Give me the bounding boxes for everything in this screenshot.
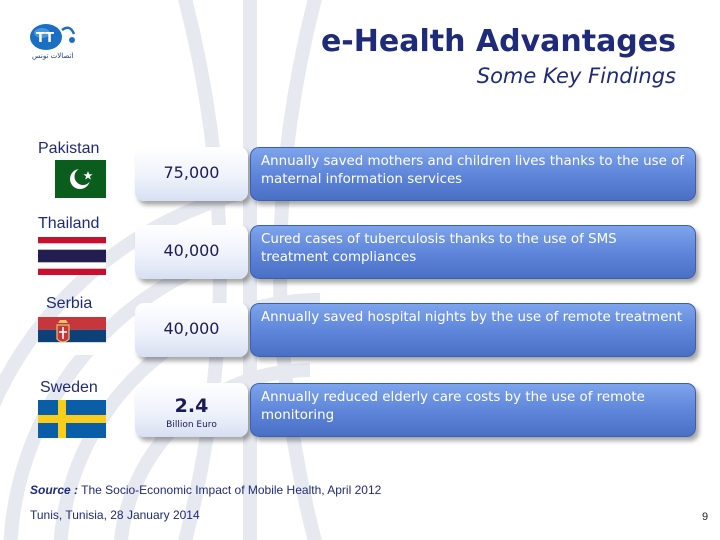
serbia-flag-icon — [38, 317, 106, 355]
page-title: e-Health Advantages — [320, 24, 676, 59]
finding-unit: Billion Euro — [166, 420, 217, 430]
finding-description-box-pakistan — [250, 147, 696, 201]
page-number: 9 — [702, 511, 709, 523]
finding-description: Annually reduced elderly care costs by the use of remote monitoring — [261, 390, 645, 423]
finding-description-box-serbia — [250, 303, 696, 357]
page-subtitle: Some Key Findings — [476, 64, 676, 88]
finding-value: 2.4 — [174, 395, 209, 417]
country-label-sweden: Sweden — [40, 379, 98, 396]
sweden-flag-icon — [38, 400, 106, 438]
svg-text:TT: TT — [36, 31, 55, 46]
country-label-serbia: Serbia — [46, 295, 93, 312]
finding-value-box-thailand — [135, 225, 248, 279]
thailand-flag-icon — [38, 237, 106, 275]
finding-value: 40,000 — [163, 319, 220, 338]
finding-description: Annually saved mothers and children lives thanks to the use of maternal information services — [261, 154, 684, 187]
finding-value-box-sweden — [135, 383, 248, 437]
country-label-pakistan: Pakistan — [38, 140, 100, 157]
finding-value-box-pakistan — [135, 147, 248, 201]
finding-description: Cured cases of tuberculosis thanks to the use of SMS treatment compliances — [261, 232, 617, 265]
finding-description-box-thailand — [250, 225, 696, 279]
source-text: The Socio-Economic Impact of Mobile Health, April 2012 — [81, 483, 382, 497]
finding-description: Annually saved hospital nights by the use of remote treatment — [261, 310, 683, 325]
finding-value: 75,000 — [163, 163, 220, 182]
source-citation — [30, 483, 381, 497]
finding-description-box-sweden — [250, 383, 696, 437]
logo-arabic-text: اتصالات تونس — [32, 52, 74, 60]
finding-value: 40,000 — [163, 241, 220, 260]
source-label: Source : — [30, 483, 79, 497]
country-label-thailand: Thailand — [38, 215, 100, 232]
finding-value-box-serbia — [135, 303, 248, 357]
footer-location-date: Tunis, Tunisia, 28 January 2014 — [30, 508, 200, 522]
pakistan-flag-icon — [38, 160, 106, 198]
